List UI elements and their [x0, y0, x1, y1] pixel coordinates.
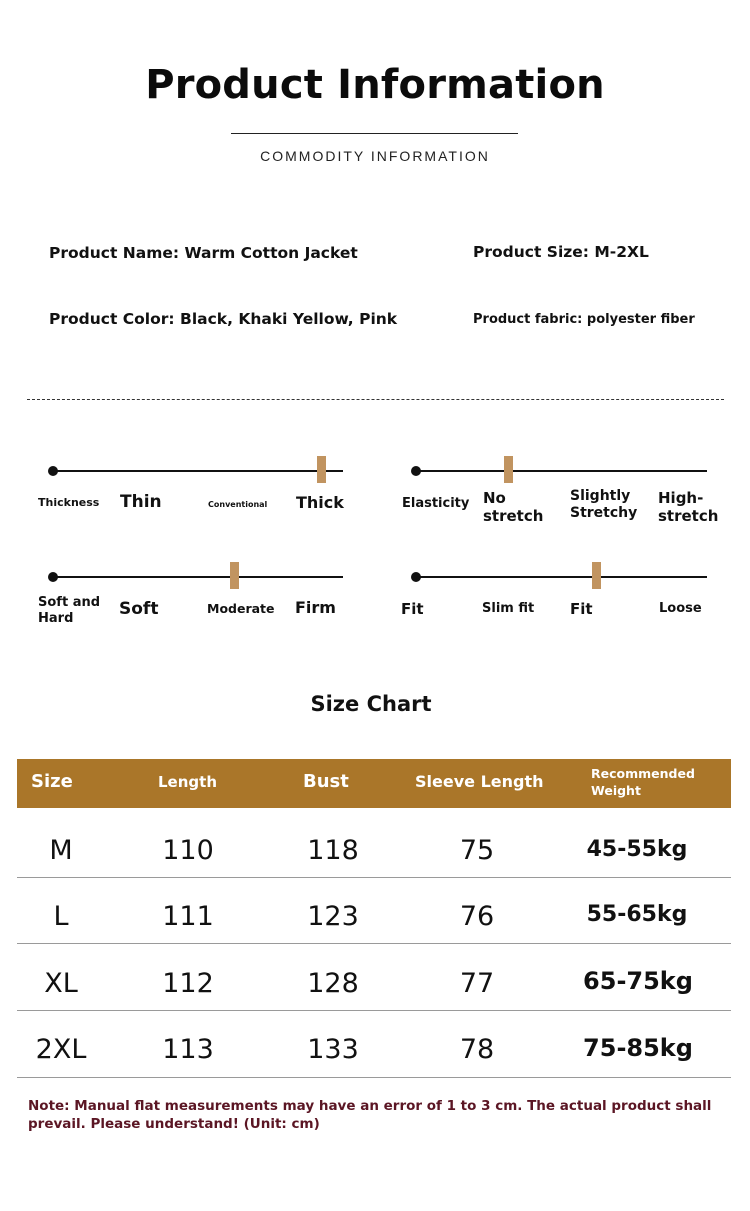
column-header: Size — [31, 771, 73, 792]
scale-option: Soft — [119, 599, 159, 619]
table-cell: 133 — [307, 1034, 359, 1065]
product-fabric: Product fabric: polyester fiber — [473, 312, 695, 327]
scale-option: Slightly Stretchy — [570, 488, 638, 521]
scale-option: Moderate — [207, 601, 275, 616]
table-cell: L — [53, 901, 69, 932]
table-cell: 110 — [162, 835, 214, 866]
page-title: Product Information — [145, 62, 605, 108]
table-cell: XL — [44, 968, 78, 999]
product-name: Product Name: Warm Cotton Jacket — [49, 244, 358, 262]
column-header: Bust — [303, 771, 349, 792]
size-table-header — [17, 759, 731, 808]
product-size: Product Size: M-2XL — [473, 243, 649, 261]
column-header: Sleeve Length — [415, 772, 544, 791]
table-cell: 55-65kg — [586, 902, 688, 927]
table-cell: 118 — [307, 835, 359, 866]
scale-line — [415, 470, 707, 472]
scale-option: No stretch — [483, 489, 544, 525]
scale-option: Slim fit — [482, 601, 535, 616]
table-cell: 45-55kg — [586, 837, 688, 862]
scale-option: Thin — [120, 492, 162, 512]
table-cell: 77 — [459, 968, 495, 999]
scale-option: Thick — [296, 493, 344, 512]
table-cell: 75-85kg — [583, 1034, 693, 1062]
section-divider — [27, 399, 724, 400]
page-subtitle: COMMODITY INFORMATION — [260, 148, 490, 164]
table-cell: 111 — [162, 901, 214, 932]
scale-label: Fit — [401, 600, 424, 618]
row-divider — [17, 943, 731, 944]
scale-marker — [230, 562, 239, 589]
scale-label: Soft and Hard — [38, 595, 101, 626]
table-cell: 75 — [459, 835, 495, 866]
table-cell: 76 — [459, 901, 495, 932]
title-divider — [231, 133, 518, 134]
scale-option: Loose — [659, 601, 702, 616]
row-divider — [17, 1077, 731, 1078]
table-cell: M — [49, 835, 73, 866]
size-chart-title: Size Chart — [310, 692, 432, 716]
column-header: Recommended Weight — [591, 766, 695, 798]
product-color: Product Color: Black, Khaki Yellow, Pink — [49, 310, 398, 328]
scale-line — [415, 576, 707, 578]
measurement-note: Note: Manual flat measurements may have an error of 1 to 3 cm. The actual product shall prevail. Please understand! (Unit: cm) — [28, 1098, 712, 1132]
scale-line — [52, 470, 343, 472]
table-cell: 2XL — [35, 1034, 87, 1065]
table-cell: 123 — [307, 901, 359, 932]
scale-option: Conventional — [208, 500, 268, 509]
column-header: Length — [158, 773, 217, 791]
scale-marker — [592, 562, 601, 589]
scale-option: High- stretch — [658, 489, 719, 525]
table-cell: 112 — [162, 968, 214, 999]
row-divider — [17, 1010, 731, 1011]
scale-marker — [317, 456, 326, 483]
scale-label: Elasticity — [402, 496, 470, 511]
scale-option: Firm — [295, 598, 336, 617]
table-cell: 128 — [307, 968, 359, 999]
scale-line — [52, 576, 343, 578]
table-cell: 65-75kg — [583, 967, 693, 995]
table-cell: 113 — [162, 1034, 214, 1065]
scale-label: Thickness — [38, 496, 100, 509]
scale-marker — [504, 456, 513, 483]
table-cell: 78 — [459, 1034, 495, 1065]
row-divider — [17, 877, 731, 878]
scale-option: Fit — [570, 600, 593, 618]
